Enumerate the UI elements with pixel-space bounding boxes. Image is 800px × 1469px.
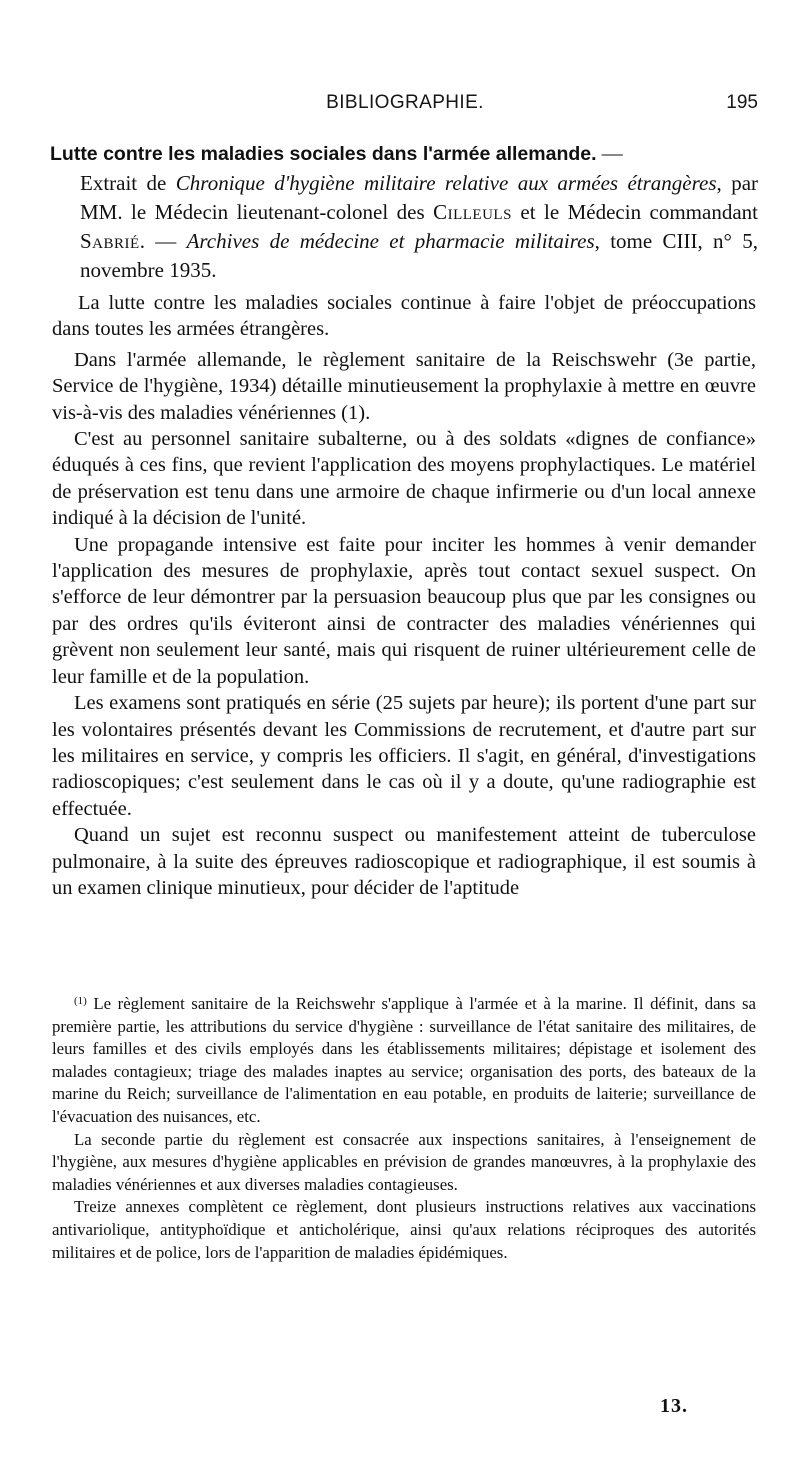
body-paragraph: Quand un sujet est reconnu suspect ou manifestement atteint de tuberculose pulmonaire, à la suite des épreuves radioscopique et radiographique, il est soumis à un examen clinique minutieux, pour décider de l'aptitude	[52, 824, 756, 899]
journal-title: Archives de médecine et pharmacie militaires	[186, 229, 595, 253]
authors-joiner: et le Médecin commandant	[511, 200, 758, 224]
body-paragraph: La lutte contre les maladies sociales continue à faire l'objet de préoccupations dans toutes les armées étrangères.	[52, 292, 756, 341]
dash: —	[596, 141, 623, 165]
footnote-text: Le règlement sanitaire de la Reichswehr s'applique à l'armée et à la marine. Il définit, dans sa première partie, les attributions du service d'hygiène : surveillance de l'état sanitaire des militaires, de leurs familles et des civils employés dans les établissements militaires; dépistage et isolement des malades contagieux; triage des malades inaptes au service; organisation des ports, des bateaux de la marine du Reich; surveillance de l'alimentation en eau potable, en produits de laiterie; surveillance de l'évacuation des nuisances, etc.	[52, 994, 756, 1126]
extrait-text: Extrait de	[80, 171, 176, 195]
entry-title: Lutte contre les maladies sociales dans l'armée allemande.	[50, 143, 597, 165]
article-body	[52, 290, 756, 901]
bibliographic-entry	[50, 139, 758, 285]
author-name: Sabrié	[80, 229, 140, 253]
page-number: 195	[726, 92, 758, 113]
page-header	[52, 92, 758, 120]
body-paragraph: Une propagande intensive est faite pour inciter les hommes à venir demander l'application des mesures de prophylaxie, après tout contact sexuel suspect. On s'efforce de leur démontrer par la persuasion beaucoup plus que par les consignes ou par des ordres qu'ils éviteront ainsi de contracter des maladies vénériennes qui grèvent non seulement leur santé, mais qui risquent de ruiner ultérieurement celle de leur famille et de la population.	[52, 533, 756, 688]
dash: . —	[139, 229, 187, 253]
body-paragraph: Dans l'armée allemande, le règlement sanitaire de la Reischswehr (3e partie, Service de l'hygiène, 1934) détaille minutieusement la prophylaxie à mettre en œuvre vis-à-vis des maladies vénériennes (1).	[52, 348, 756, 424]
signature-mark: 13.	[660, 1395, 688, 1417]
running-title: BIBLIOGRAPHIE.	[326, 92, 484, 113]
footnote-paragraph: La seconde partie du règlement est consacrée aux inspections sanitaires, à l'enseignement de l'hygiène, aux mesures d'hygiène applicables en prévision de grandes manœuvres, à la prophylaxie des maladies vénériennes et aux diverses maladies contagieuses.	[52, 1129, 756, 1194]
reference-block	[50, 169, 758, 285]
footnote-paragraph	[52, 990, 756, 1129]
body-paragraph: Les examens sont pratiqués en série (25 sujets par heure); ils portent d'une part sur les volontaires présentés devant les Commissions de recrutement, et d'autre part sur les militaires en service, y compris les officiers. Il s'agit, en général, d'investigations radioscopiques; c'est seulement dans le cas où il y a doute, qu'une radiographie est effectuée.	[52, 692, 756, 820]
footnote-marker: (1)	[74, 995, 87, 1007]
source-title: Chronique d'hygiène militaire relative aux armées étrangères	[175, 171, 717, 195]
author-name: Cilleuls	[433, 200, 512, 224]
footnotes	[52, 990, 756, 1264]
authors-intro: , par MM. le Médecin lieutenant-colonel des	[80, 171, 759, 224]
body-paragraph: C'est au personnel sanitaire subalterne, ou à des soldats «dignes de confiance» éduqués à ces fins, que revient l'application des moyens prophylactiques. Le matériel de préservation est tenu dans une armoire de chaque infirmerie ou d'un local annexe indiqué à la décision de l'unité.	[52, 428, 756, 530]
journal-details: , tome CIII, n° 5, novembre 1935.	[80, 229, 758, 282]
footnote-paragraph: Treize annexes complètent ce règlement, dont plusieurs instructions relatives aux vaccinations antivariolique, antityphoïdique et anticholérique, ainsi qu'aux relations réciproques des autorités militaires et de police, lors de l'apparition de maladies épidémiques.	[52, 1197, 756, 1262]
